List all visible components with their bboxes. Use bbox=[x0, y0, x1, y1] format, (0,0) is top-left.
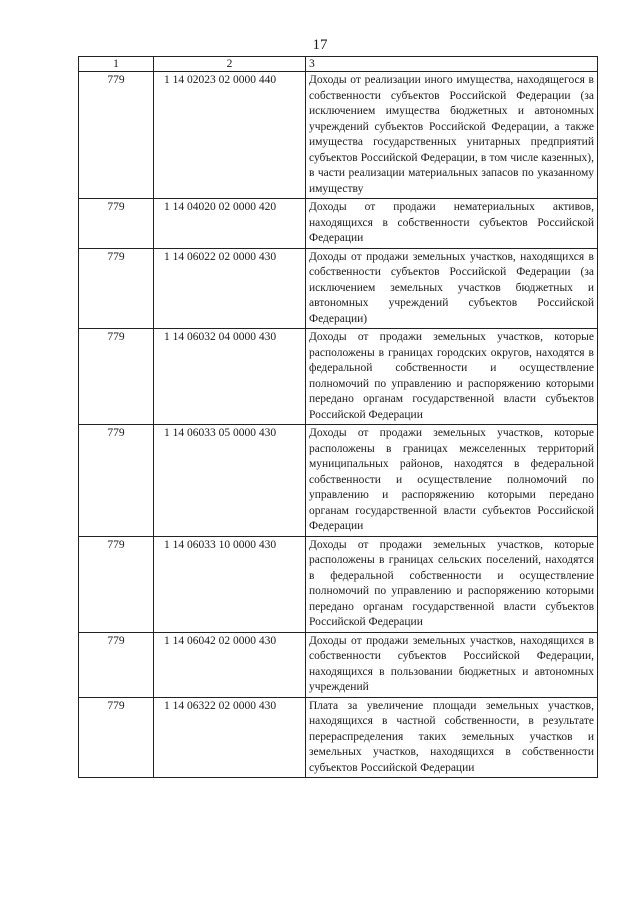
description-cell: Доходы от продажи земельных участков, которые расположены в границах сельских поселений, находятся в федеральной собственности и осуществление полномочий по управлению и распоряжению которыми передано органам государственной власти субъектов Российской Федерации bbox=[306, 536, 598, 632]
page-number: 17 bbox=[312, 37, 328, 53]
description-cell: Доходы от продажи земельных участков, находящихся в собственности субъектов Российской Федерации, находящихся в пользовании бюджетных и автономных учреждений bbox=[306, 632, 598, 697]
table-row bbox=[79, 329, 598, 425]
admin-code-cell: 779 bbox=[79, 425, 154, 537]
table-row bbox=[79, 632, 598, 697]
revenue-code-cell: 1 14 04020 02 0000 420 bbox=[154, 199, 306, 249]
header-col-3: 3 bbox=[306, 57, 598, 72]
admin-code-cell: 779 bbox=[79, 72, 154, 199]
revenue-code-cell: 1 14 02023 02 0000 440 bbox=[154, 72, 306, 199]
description-cell: Доходы от реализации иного имущества, находящегося в собственности субъектов Российской Федерации (за исключением имущества бюджетных и автономных учреждений субъектов Российской Федерации, а также имущества государственных унитарных предприятий субъектов Российской Федерации, в том числе казенных), в части реализации материальных запасов по указанному имуществу bbox=[306, 72, 598, 199]
revenue-code-cell: 1 14 06042 02 0000 430 bbox=[154, 632, 306, 697]
admin-code-cell: 779 bbox=[79, 199, 154, 249]
revenue-code-cell: 1 14 06322 02 0000 430 bbox=[154, 697, 306, 778]
revenue-code-cell: 1 14 06022 02 0000 430 bbox=[154, 248, 306, 329]
description-cell: Доходы от продажи нематериальных активов, находящихся в собственности субъектов Российской Федерации bbox=[306, 199, 598, 249]
description-cell: Доходы от продажи земельных участков, которые расположены в границах межселенных территорий муниципальных районов, находятся в федеральной собственности и осуществление полномочий по управлению и распоряжению которыми передано органам государственной власти субъектов Российской Федерации bbox=[306, 425, 598, 537]
table-row bbox=[79, 248, 598, 329]
table-row bbox=[79, 697, 598, 778]
description-cell: Доходы от продажи земельных участков, которые расположены в границах городских округов, находятся в федеральной собственности и осуществление полномочий по управлению и распоряжению которыми передано органам государственной власти субъектов Российской Федерации bbox=[306, 329, 598, 425]
table-row bbox=[79, 536, 598, 632]
revenue-code-cell: 1 14 06033 05 0000 430 bbox=[154, 425, 306, 537]
table-row bbox=[79, 199, 598, 249]
table-row bbox=[79, 425, 598, 537]
header-col-2: 2 bbox=[154, 57, 306, 72]
admin-code-cell: 779 bbox=[79, 329, 154, 425]
revenue-table bbox=[78, 56, 598, 778]
revenue-code-cell: 1 14 06032 04 0000 430 bbox=[154, 329, 306, 425]
admin-code-cell: 779 bbox=[79, 632, 154, 697]
table-header-row bbox=[79, 57, 598, 72]
admin-code-cell: 779 bbox=[79, 248, 154, 329]
description-cell: Доходы от продажи земельных участков, находящихся в собственности субъектов Российской Федерации (за исключением земельных участков бюджетных и автономных учреждений субъектов Российской Федерации) bbox=[306, 248, 598, 329]
revenue-code-cell: 1 14 06033 10 0000 430 bbox=[154, 536, 306, 632]
admin-code-cell: 779 bbox=[79, 697, 154, 778]
admin-code-cell: 779 bbox=[79, 536, 154, 632]
header-col-1: 1 bbox=[79, 57, 154, 72]
description-cell: Плата за увеличение площади земельных участков, находящихся в частной собственности, в результате перераспределения таких земельных участков и земельных участков, находящихся в собственности субъектов Российской Федерации bbox=[306, 697, 598, 778]
table-row bbox=[79, 72, 598, 199]
